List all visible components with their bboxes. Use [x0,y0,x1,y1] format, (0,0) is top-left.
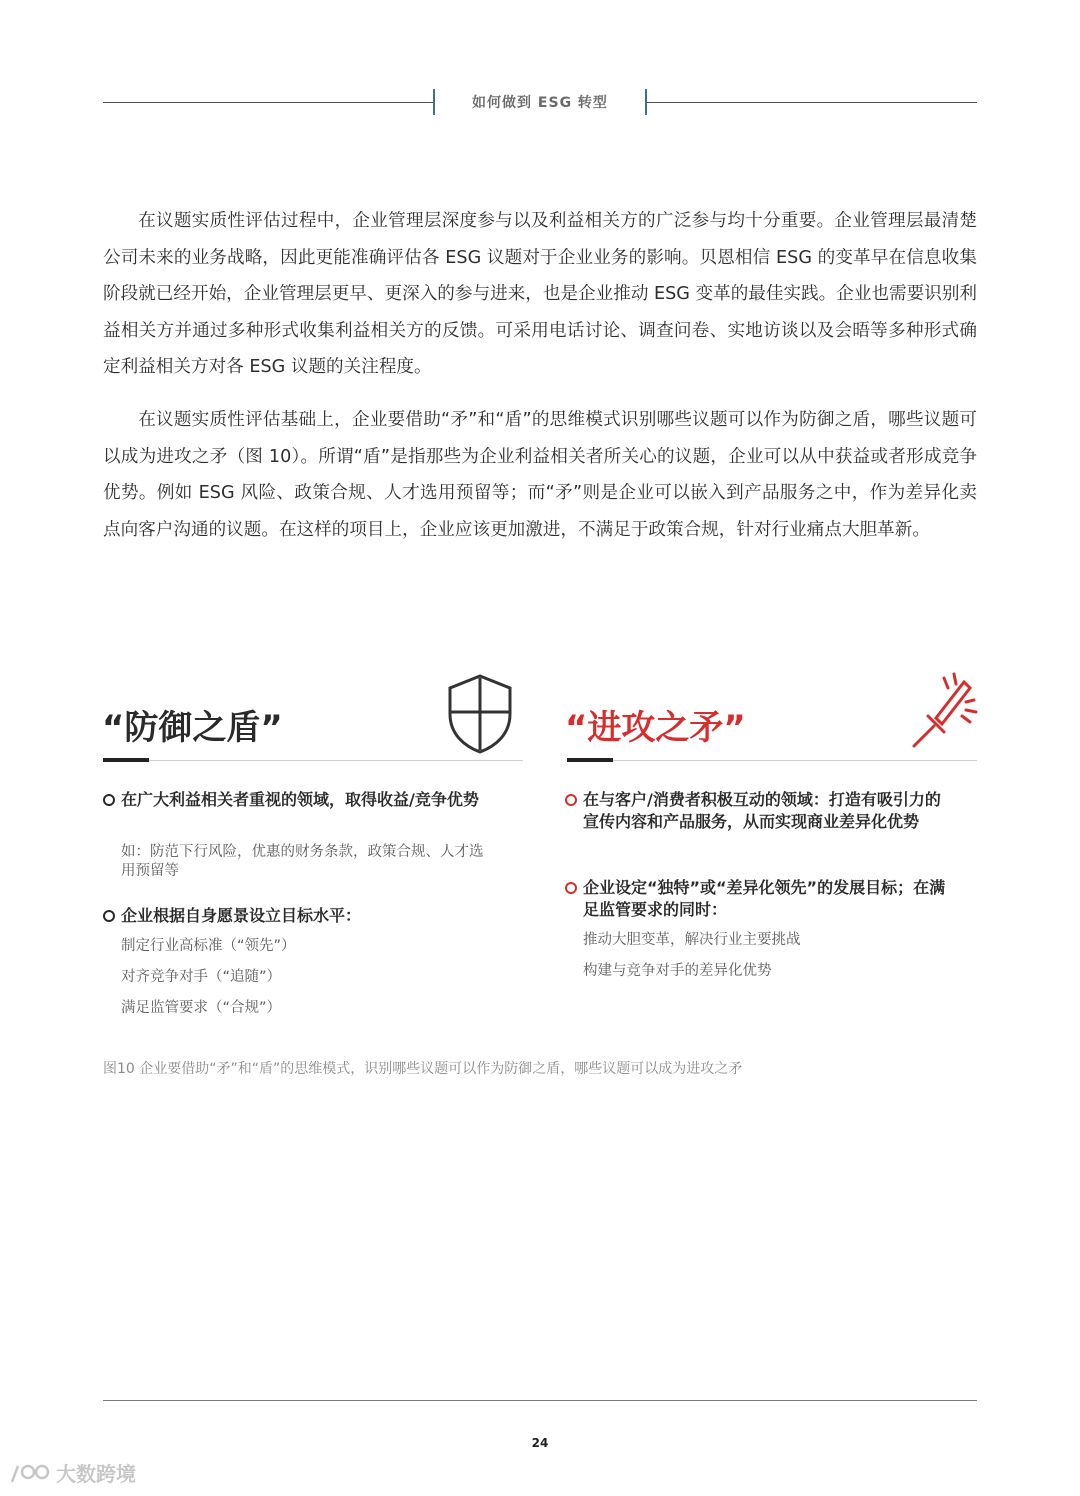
page-number: 24 [531,1436,549,1450]
body-paragraph-1 [103,203,977,386]
footer-rule [103,1400,977,1401]
watermark-logo-icon [8,1460,52,1486]
shield-title: “防御之盾” [102,708,283,748]
shield-divider-accent [103,758,149,762]
shield-divider [103,760,523,761]
body-paragraph-2 [103,402,977,548]
spear-bullet-1 [583,789,953,833]
spear-bullet-2 [583,877,953,921]
header-rule-left [103,102,433,103]
shield-level-1: 制定行业高标准（“领先”） [121,938,296,954]
bullet-text: 企业根据自身愿景设立目标水平： [121,906,362,925]
circle-bullet-icon [565,882,577,894]
bullet-text: 在与客户/消费者积极互动的领域：打造有吸引力的宣传内容和产品服务，从而实现商业差异化优势 [583,790,941,831]
paragraph-text: 在议题实质性评估过程中，企业管理层深度参与以及利益相关方的广泛参与均十分重要。企业管理层最清楚公司未来的业务战略，因此更能准确评估各 ESG 议题对于企业业务的影响。贝恩相信 ESG 的变革早在信息收集阶段就已经开始，企业管理层更早、更深入的参与进来，也是企业推动 ESG 变革的最佳实践。企业也需要识别利益相关方并通过多种形式收集利益相关方的反馈。可采用电话讨论、调查问卷、实地访谈以及会晤等多种形式确定利益相关方对各 ESG 议题的关注程度。 [103,211,978,377]
shield-example: 如：防范下行风险，优惠的财务条款，政策合规、人才选用预留等 [121,844,484,879]
bullet-text: 在广大利益相关者重视的领域，取得收益/竞争优势 [121,790,479,809]
watermark-text: 大数跨境 [56,1462,136,1486]
shield-icon [444,672,516,756]
shield-level-2: 对齐竞争对手（“追随”） [121,969,282,985]
watermark [8,1458,136,1487]
figure-caption: 图10 企业要借助“矛”和“盾”的思维模式，识别哪些议题可以作为防御之盾，哪些议题可以成为进攻之矛 [103,1061,743,1077]
paragraph-text: 在议题实质性评估基础上，企业要借助“矛”和“盾”的思维模式识别哪些议题可以作为防御之盾，哪些议题可以成为进攻之矛（图 10）。所谓“盾”是指那些为企业利益相关者所关心的议题，企业可以从中获益或者形成竞争优势。例如 ESG 风险、政策合规、人才选用预留等；而“矛”则是企业可以嵌入到产品服务之中，作为差异化卖点向客户沟通的议题。在这样的项目上，企业应该更加激进，不满足于政策合规，针对行业痛点大胆革新。 [103,410,977,540]
spear-action-1: 推动大胆变革，解决行业主要挑战 [583,932,801,948]
spear-divider-accent [567,758,613,762]
shield-level-3: 满足监管要求（“合规”） [121,1000,282,1016]
sword-icon [904,672,980,750]
circle-bullet-icon [103,794,115,806]
header-rule-right [647,102,977,103]
shield-bullet-1 [121,789,501,811]
circle-bullet-icon [565,794,577,806]
shield-bullet-2 [121,905,501,927]
page-header-title: 如何做到 ESG 转型 [472,95,608,111]
bullet-text: 企业设定“独特”或“差异化领先”的发展目标；在满足监管要求的同时： [583,878,946,919]
spear-title: “进攻之矛” [565,708,746,748]
circle-bullet-icon [103,910,115,922]
header-tick-left [433,89,435,115]
spear-divider [567,760,977,761]
spear-action-2: 构建与竞争对手的差异化优势 [583,963,772,979]
